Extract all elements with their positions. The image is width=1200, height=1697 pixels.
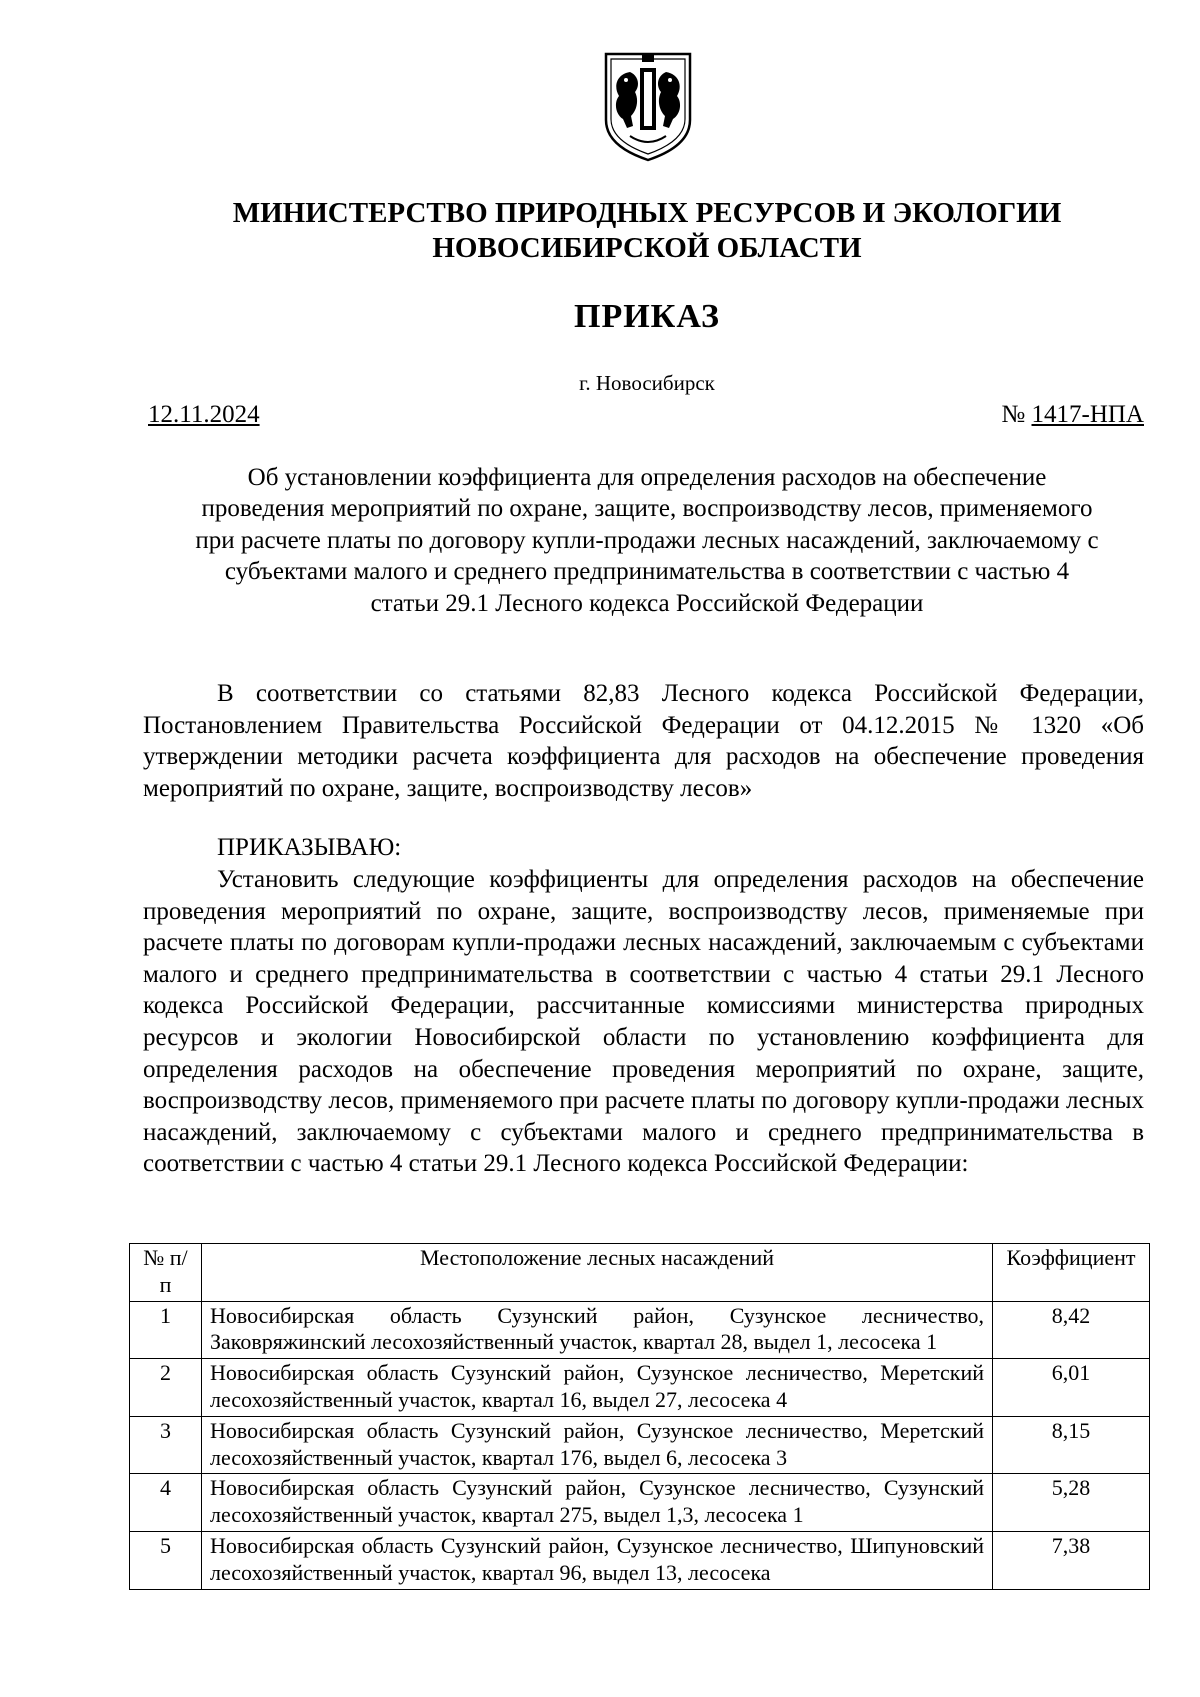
- row-no: 5: [130, 1531, 202, 1589]
- table-row: [130, 1301, 1150, 1359]
- row-coefficient: 7,38: [993, 1531, 1150, 1589]
- header-no: № п/п: [130, 1244, 202, 1302]
- table-header-row: [130, 1244, 1150, 1302]
- order-subject: Об установлении коэффициента для определения расходов на обеспечение проведения мероприятий по охране, защите, воспроизводству лесов, применяемого при расчете платы по договору купли-продажи лесных насаждений, заключаемому с субъектами малого и среднего предпринимательства в соответствии с частью 4 статьи 29.1 Лесного кодекса Российской Федерации: [195, 464, 1099, 617]
- row-no: 2: [130, 1359, 202, 1417]
- table-row: [130, 1416, 1150, 1474]
- order-date: 12.11.2024: [148, 401, 260, 428]
- row-no: 1: [130, 1301, 202, 1359]
- table-row: [130, 1359, 1150, 1417]
- row-coefficient: 8,42: [993, 1301, 1150, 1359]
- preamble-paragraph: В соответствии со статьями 82,83 Лесного кодекса Российской Федерации, Постановлением Правительства Российской Федерации от 04.12.2015 № 1320 «Об утверждении методики расчета коэффициента для расходов на обеспечение проведения мероприятий по охране, защите, воспроизводству лесов»: [143, 680, 1144, 802]
- row-location: Новосибирская область Сузунский район, Сузунское лесничество, Меретский лесохозяйственный участок, квартал 16, выдел 27, лесосека 4: [202, 1359, 993, 1417]
- row-coefficient: 8,15: [993, 1416, 1150, 1474]
- coefficient-table: [129, 1243, 1150, 1590]
- ministry-name-line2: НОВОСИБИРСКОЙ ОБЛАСТИ: [432, 232, 862, 264]
- order-number-prefix: №: [1001, 401, 1026, 428]
- row-location: Новосибирская область Сузунский район, Сузунское лесничество, Сузунский лесохозяйственный участок, квартал 275, выдел 1,3, лесосека 1: [202, 1474, 993, 1532]
- ministry-name: [0, 196, 1200, 266]
- table-row: [130, 1531, 1150, 1589]
- ministry-name-line1: МИНИСТЕРСТВО ПРИРОДНЫХ РЕСУРСОВ И ЭКОЛОГИИ: [232, 197, 1062, 229]
- header-coefficient: Коэффициент: [993, 1244, 1150, 1302]
- row-location: Новосибирская область Сузунский район, Сузунское лесничество, Шипуновский лесохозяйственный участок, квартал 96, выдел 13, лесосека: [202, 1531, 993, 1589]
- city-name: г. Новосибирск: [579, 371, 715, 395]
- row-no: 4: [130, 1474, 202, 1532]
- order-word: ПРИКАЗЫВАЮ:: [217, 834, 402, 861]
- header-location: Местоположение лесных насаждений: [202, 1244, 993, 1302]
- row-no: 3: [130, 1416, 202, 1474]
- order-text-paragraph: Установить следующие коэффициенты для определения расходов на обеспечение проведения мероприятий по охране, защите, воспроизводству лесов, применяемые при расчете платы по договорам купли-продажи лесных насаждений, заключаемым с субъектами малого и среднего предпринимательства в соответствии с частью 4 статьи 29.1 Лесного кодекса Российской Федерации, рассчитанные комиссиями министерства природных ресурсов и экологии Новосибирской области по установлению коэффициента для определения расходов на обеспечение проведения мероприятий по охране, защите, воспроизводству лесов, применяемого при расчете платы по договору купли-продажи лесных насаждений, заключаемому с субъектами малого и среднего предпринимательства в соответствии с частью 4 статьи 29.1 Лесного кодекса Российской Федерации:: [143, 866, 1144, 1178]
- order-number-value: 1417-НПА: [1031, 401, 1144, 428]
- row-location: Новосибирская область Сузунский район, Сузунское лесничество, Меретский лесохозяйственный участок, квартал 176, выдел 6, лесосека 3: [202, 1416, 993, 1474]
- row-location: Новосибирская область Сузунский район, Сузунское лесничество, Заковряжинский лесохозяйственный участок, квартал 28, выдел 1, лесосека 1: [202, 1301, 993, 1359]
- coat-of-arms-emblem: [600, 50, 696, 162]
- order-number: [900, 400, 1144, 430]
- row-coefficient: 5,28: [993, 1474, 1150, 1532]
- table-row: [130, 1474, 1150, 1532]
- row-coefficient: 6,01: [993, 1359, 1150, 1417]
- document-type-title: ПРИКАЗ: [574, 298, 720, 335]
